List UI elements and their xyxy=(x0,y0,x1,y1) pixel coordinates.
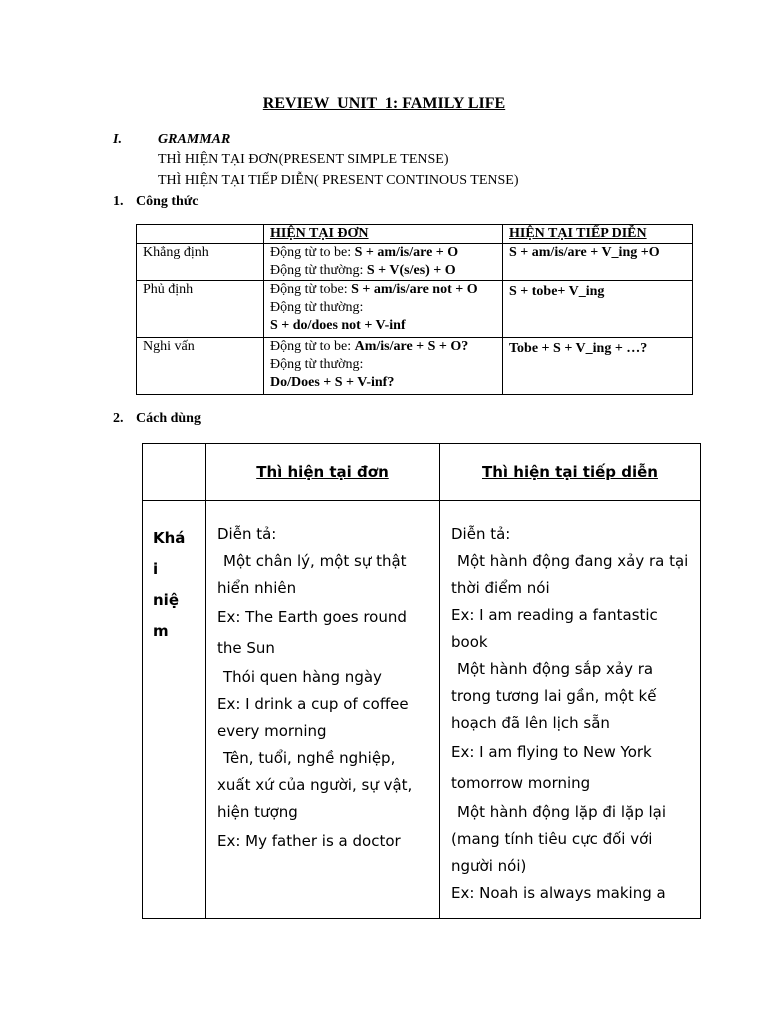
usage-example: Ex: I am flying to New York tomorrow morning xyxy=(451,743,652,792)
usage-point: Một hành động sắp xảy ra trong tương lai gần, một kế hoạch đã lên lịch sẵn xyxy=(451,660,657,732)
usage-point: Một hành động lặp đi lặp lại (mang tính tiêu cực đối với người nói) xyxy=(451,803,667,875)
continuous-usage-cell xyxy=(440,501,701,919)
continuous-formula: S + tobe+ V_ing xyxy=(503,281,693,338)
section-heading: GRAMMAR xyxy=(158,132,231,147)
continuous-formula: Tobe + S + V_ing + …? xyxy=(503,338,693,395)
simple-usage-cell xyxy=(206,501,440,919)
formula: Am/is/are + S + O? xyxy=(354,339,469,354)
table-header-cell: Thì hiện tại tiếp diễn xyxy=(440,444,701,501)
section-number: I. xyxy=(113,132,122,147)
subsection-number: 1. xyxy=(113,194,124,209)
usage-example: Ex: The Earth goes round the Sun xyxy=(217,608,407,657)
usage-example: Ex: Noah is always making a xyxy=(451,884,666,902)
table-row xyxy=(143,501,701,919)
usage-example: Ex: My father is a doctor xyxy=(217,832,401,850)
subsection-title: Công thức xyxy=(136,194,199,209)
row-label-part: Khá xyxy=(153,529,186,547)
formula-prefix: Động từ tobe: xyxy=(270,282,352,297)
table-row xyxy=(137,338,693,395)
tense-line-2: THÌ HIỆN TẠI TIẾP DIỄN( PRESENT CONTINOUS TENSE) xyxy=(158,173,519,188)
formula: S + V(s/es) + O xyxy=(366,263,456,278)
formula: Do/Does + S + V-inf? xyxy=(270,375,395,390)
usage-point: Một hành động đang xảy ra tại thời điểm nói xyxy=(451,552,689,597)
formula-prefix: Động từ to be: xyxy=(270,339,355,354)
simple-formula xyxy=(264,281,503,338)
simple-formula xyxy=(264,244,503,281)
table-row xyxy=(137,281,693,338)
usage-intro: Diễn tả: xyxy=(217,525,277,543)
formula: S + am/is/are not + O xyxy=(351,282,478,297)
table-header-cell: HIỆN TẠI ĐƠN xyxy=(264,225,503,244)
usage-intro: Diễn tả: xyxy=(451,525,511,543)
table-header-cell: Thì hiện tại đơn xyxy=(206,444,440,501)
formula: S + do/does not + V-inf xyxy=(270,318,406,333)
table-row xyxy=(143,444,701,501)
row-label: Nghi vấn xyxy=(137,338,264,395)
subsection-title: Cách dùng xyxy=(136,411,201,426)
table-row xyxy=(137,225,693,244)
table-header-cell: HIỆN TẠI TIẾP DIỄN xyxy=(503,225,693,244)
page-title: REVIEW UNIT 1: FAMILY LIFE xyxy=(262,95,506,112)
formula-prefix: Động từ thường: xyxy=(270,300,364,315)
usage-point: Tên, tuổi, nghề nghiệp, xuất xứ của người, sự vật, hiện tượng xyxy=(217,749,413,821)
row-label-part: niệ xyxy=(153,591,179,609)
table-header-cell xyxy=(143,444,206,501)
formula-prefix: Động từ thường: xyxy=(270,263,367,278)
table-header-cell xyxy=(137,225,264,244)
usage-table xyxy=(142,443,701,919)
usage-point: Một chân lý, một sự thật hiển nhiên xyxy=(217,552,407,597)
usage-point: Thói quen hàng ngày xyxy=(223,668,382,686)
subsection-number: 2. xyxy=(113,411,124,426)
formula-prefix: Động từ thường: xyxy=(270,357,364,372)
row-label xyxy=(143,501,206,919)
formula: S + am/is/are + O xyxy=(354,245,459,260)
row-label-part: m xyxy=(153,622,169,640)
tense-line-1: THÌ HIỆN TẠI ĐƠN(PRESENT SIMPLE TENSE) xyxy=(158,152,449,167)
row-label: Phủ định xyxy=(137,281,264,338)
table-row xyxy=(137,244,693,281)
formula-prefix: Động từ to be: xyxy=(270,245,355,260)
row-label: Khẳng định xyxy=(137,244,264,281)
usage-example: Ex: I am reading a fantastic book xyxy=(451,606,658,651)
usage-example: Ex: I drink a cup of coffee every morning xyxy=(217,695,409,740)
simple-formula xyxy=(264,338,503,395)
formula-table xyxy=(136,224,693,395)
continuous-formula: S + am/is/are + V_ing +O xyxy=(503,244,693,281)
row-label-part: i xyxy=(153,560,159,578)
